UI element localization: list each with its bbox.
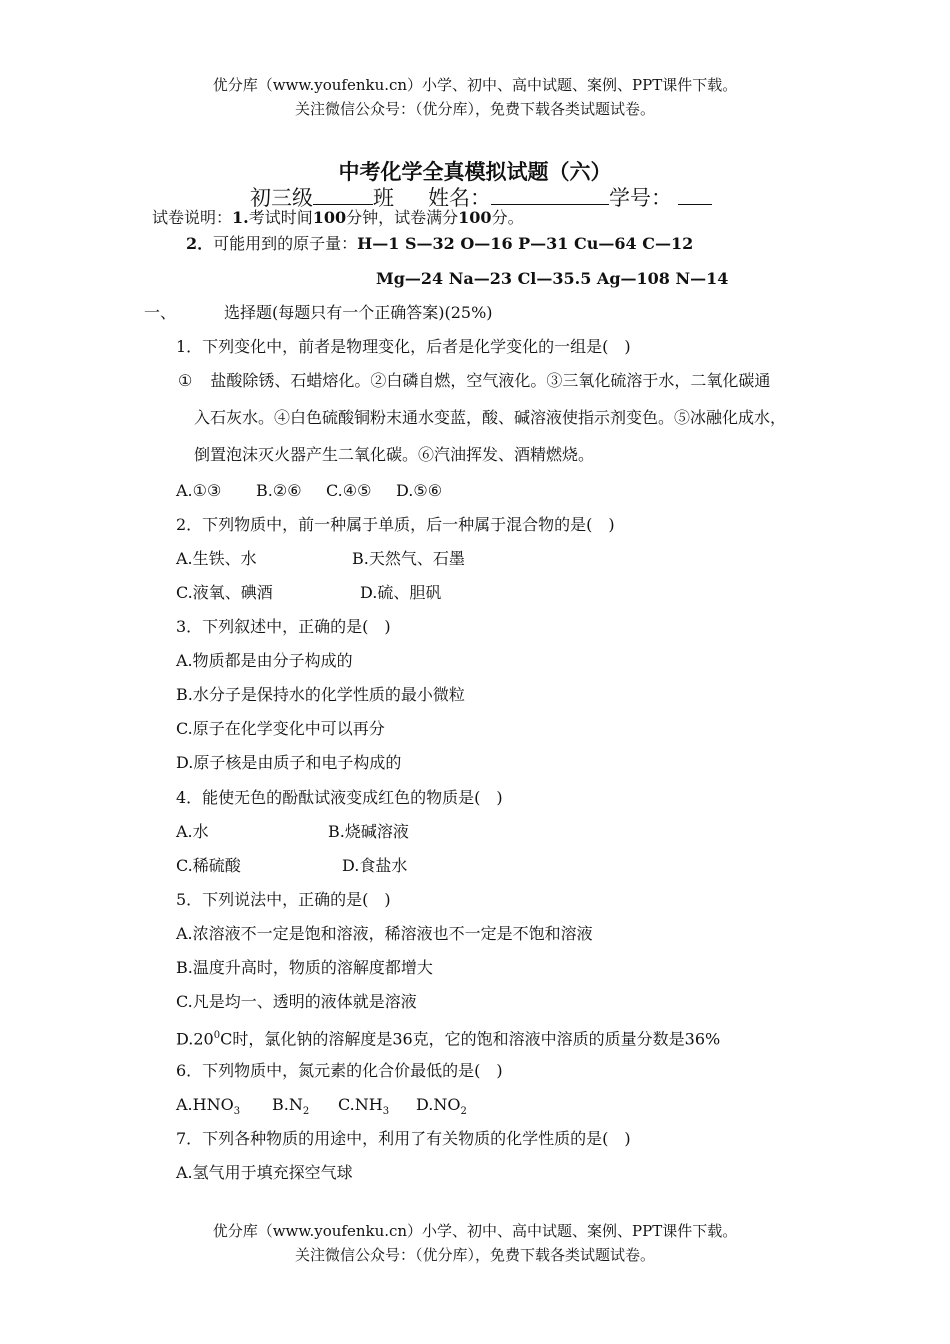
class-blank [313, 186, 373, 205]
notes-text-c: 分。 [491, 208, 524, 227]
section-1-title: 选择题(每题只有一个正确答案)(25%) [224, 303, 493, 322]
q3-option-d: D.原子核是由质子和电子构成的 [176, 753, 402, 772]
q5-d-sup: 0 [213, 1030, 221, 1041]
q6-d-sub: 2 [460, 1106, 467, 1118]
q2-stem: 2．下列物质中，前一种属于单质，后一种属于混合物的是( ) [176, 515, 615, 534]
q1-mark: ① [178, 371, 193, 390]
q6-stem: 6．下列物质中，氮元素的化合价最低的是( ) [176, 1061, 503, 1080]
footer-line-1: 优分库（www.youfenku.cn）小学、初中、高中试题、案例、PPT课件下载。 [212, 1222, 738, 1240]
notes-text-a: 考试时间 [248, 208, 313, 227]
q6-options [176, 1094, 467, 1123]
q6-option-d [416, 1094, 467, 1123]
notes-label: 试卷说明： [152, 208, 233, 227]
q6-option-b [272, 1094, 338, 1123]
q1-option-d: D.⑤⑥ [396, 481, 443, 500]
q6-b-sub: 2 [302, 1106, 310, 1118]
exam-notes-1 [152, 207, 524, 229]
q3-option-c: C.原子在化学变化中可以再分 [176, 719, 385, 738]
q4-option-c: C.稀硫酸 [176, 856, 241, 875]
q5-option-d [176, 1025, 720, 1050]
q6-b-text: B.N [272, 1095, 303, 1114]
q2-option-c: C.液氧、碘酒 [176, 583, 273, 602]
q6-a-text: A.HNO [176, 1095, 234, 1114]
q1-text-line-2: 入石灰水。④白色硫酸铜粉末通水变蓝，酸、碱溶液使指示剂变色。⑤冰融化成水， [194, 408, 787, 427]
q7-stem: 7．下列各种物质的用途中，利用了有关物质的化学性质的是( ) [176, 1129, 631, 1148]
q5-d-pre: D.20 [176, 1029, 214, 1049]
q3-stem: 3．下列叙述中，正确的是( ) [176, 617, 391, 636]
q2-option-a: A.生铁、水 [176, 549, 257, 568]
exam-notes-2 [186, 233, 693, 255]
page-title: 中考化学全真模拟试题（六） [338, 159, 612, 184]
header-line-1: 优分库（www.youfenku.cn）小学、初中、高中试题、案例、PPT课件下载。 [212, 76, 738, 94]
q1-stem: 1．下列变化中，前者是物理变化，后者是化学变化的一组是( ) [176, 337, 631, 356]
notes-item1-num: 1. [232, 208, 249, 227]
q1-text-line-3: 倒置泡沫灭火器产生二氧化碳。⑥汽油挥发、酒精燃烧。 [194, 445, 595, 464]
q3-option-a: A.物质都是由分子构成的 [176, 651, 353, 670]
q6-option-a [176, 1094, 272, 1123]
q1-text-a: 盐酸除锈、石蜡熔化。②白磷自燃，空气液化。③三氧化硫溶于水，二氧化碳通 [210, 371, 771, 390]
notes-time: 100 [312, 208, 347, 227]
q6-c-text: C.NH [338, 1095, 383, 1114]
name-blank [491, 186, 609, 205]
atomic-masses-2: Mg—24 Na—23 Cl—35.5 Ag—108 N—14 [376, 269, 729, 288]
q7-option-a: A.氢气用于填充探空气球 [176, 1163, 353, 1182]
q1-option-a: A.①③ [176, 481, 222, 500]
notes-item2-label: 可能用到的原子量： [213, 234, 358, 253]
q3-option-b: B.水分子是保持水的化学性质的最小微粒 [176, 685, 465, 704]
q4-stem: 4．能使无色的酚酞试液变成红色的物质是( ) [176, 788, 503, 807]
q6-c-sub: 3 [382, 1106, 390, 1118]
q5-option-c: C.凡是均一、透明的液体就是溶液 [176, 992, 417, 1011]
class-label: 班 [373, 186, 394, 210]
q2-option-d: D.硫、胆矾 [360, 583, 442, 602]
section-1-heading [144, 302, 493, 324]
notes-text-b: 分钟，试卷满分 [346, 208, 459, 227]
q4-option-b: B.烧碱溶液 [328, 822, 409, 841]
q5-stem: 5．下列说法中，正确的是( ) [176, 890, 391, 909]
q6-a-sub: 3 [233, 1106, 241, 1118]
q2-option-b: B.天然气、石墨 [352, 549, 465, 568]
atomic-masses-1: H—1 S—32 O—16 P—31 Cu—64 C—12 [357, 234, 694, 253]
section-1-num: 一、 [144, 303, 177, 322]
notes-item2-num: 2． [186, 234, 214, 253]
q6-option-c [338, 1094, 416, 1123]
id-label: 学号： [609, 186, 672, 210]
name-label: 姓名： [428, 186, 491, 210]
header-line-2: 关注微信公众号：（优分库），免费下载各类试题试卷。 [294, 100, 655, 118]
q4-option-d: D.食盐水 [342, 856, 408, 875]
q5-option-a: A.浓溶液不一定是饱和溶液，稀溶液也不一定是不饱和溶液 [176, 924, 593, 943]
q1-text-line-1 [178, 370, 770, 392]
q1-options [176, 480, 442, 502]
q5-d-post: C时，氯化钠的溶解度是36克，它的饱和溶液中溶质的质量分数是36% [220, 1029, 721, 1049]
id-blank [678, 186, 712, 205]
grade-label: 初三级 [250, 186, 313, 210]
q4-option-a: A.水 [176, 822, 209, 841]
q6-d-text: D.NO [416, 1095, 461, 1114]
footer-line-2: 关注微信公众号：（优分库），免费下载各类试题试卷。 [294, 1246, 655, 1264]
q1-option-c: C.④⑤ [326, 481, 372, 500]
q5-option-b: B.温度升高时，物质的溶解度都增大 [176, 958, 433, 977]
notes-score: 100 [458, 208, 492, 227]
q1-option-b: B.②⑥ [256, 481, 302, 500]
